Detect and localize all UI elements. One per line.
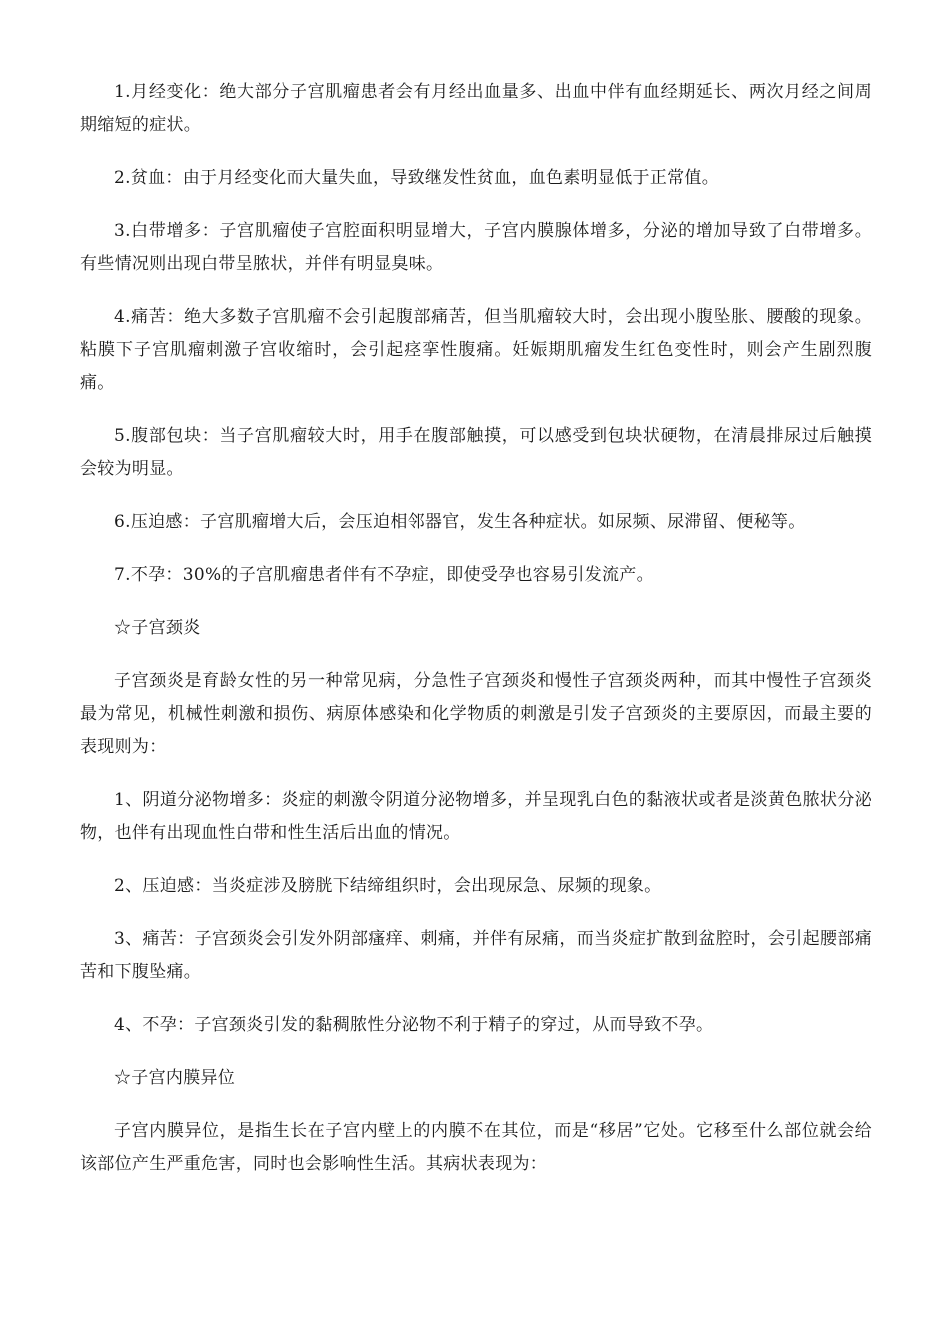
paragraph-cervicitis-intro: 子宫颈炎是育龄女性的另一种常见病，分急性子宫颈炎和慢性子宫颈炎两种，而其中慢性子宫颈炎最为常见，机械性刺激和损伤、病原体感染和化学物质的刺激是引发子宫颈炎的主要原因，而最主要的表现则为： bbox=[80, 671, 872, 757]
paragraph-infertility: 7.不孕：30%的子宫肌瘤患者伴有不孕症，即使受孕也容易引发流产。 bbox=[114, 565, 654, 585]
paragraph-cervicitis-infertility: 4、不孕：子宫颈炎引发的黏稠脓性分泌物不利于精子的穿过，从而导致不孕。 bbox=[114, 1015, 714, 1035]
paragraph-abdominal-mass: 5.腹部包块：当子宫肌瘤较大时，用手在腹部触摸，可以感受到包块状硬物，在清晨排尿过后触摸会较为明显。 bbox=[80, 426, 872, 479]
paragraph-menstrual-change: 1.月经变化：绝大部分子宫肌瘤患者会有月经出血量多、出血中伴有血经期延长、两次月经之间周期缩短的症状。 bbox=[80, 82, 872, 135]
section-heading-cervicitis: ☆子宫颈炎 bbox=[114, 618, 201, 638]
paragraph-pressure: 6.压迫感：子宫肌瘤增大后，会压迫相邻器官，发生各种症状。如尿频、尿滞留、便秘等。 bbox=[114, 512, 806, 532]
paragraph-anemia: 2.贫血：由于月经变化而大量失血，导致继发性贫血，血色素明显低于正常值。 bbox=[114, 168, 720, 188]
paragraph-endometriosis-intro: 子宫内膜异位，是指生长在子宫内壁上的内膜不在其位，而是“移居”它处。它移至什么部位就会给该部位产生严重危害，同时也会影响性生活。其病状表现为： bbox=[80, 1121, 872, 1174]
paragraph-discharge: 1、阴道分泌物增多：炎症的刺激令阴道分泌物增多，并呈现乳白色的黏液状或者是淡黄色脓状分泌物，也伴有出现血性白带和性生活后出血的情况。 bbox=[80, 790, 872, 843]
paragraph-cervicitis-pain: 3、痛苦：子宫颈炎会引发外阴部瘙痒、刺痛，并伴有尿痛，而当炎症扩散到盆腔时，会引起腰部痛苦和下腹坠痛。 bbox=[80, 929, 872, 982]
document-page bbox=[80, 76, 872, 1201]
paragraph-leucorrhea: 3.白带增多：子宫肌瘤使子宫腔面积明显增大，子宫内膜腺体增多，分泌的增加导致了白带增多。有些情况则出现白带呈脓状，并伴有明显臭味。 bbox=[80, 221, 872, 274]
paragraph-pain: 4.痛苦：绝大多数子宫肌瘤不会引起腹部痛苦，但当肌瘤较大时，会出现小腹坠胀、腰酸的现象。粘膜下子宫肌瘤刺激子宫收缩时，会引起痉挛性腹痛。妊娠期肌瘤发生红色变性时，则会产生剧烈腹痛。 bbox=[80, 307, 872, 393]
section-heading-endometriosis: ☆子宫内膜异位 bbox=[114, 1068, 236, 1088]
paragraph-cervicitis-pressure: 2、压迫感：当炎症涉及膀胱下结缔组织时，会出现尿急、尿频的现象。 bbox=[114, 876, 662, 896]
